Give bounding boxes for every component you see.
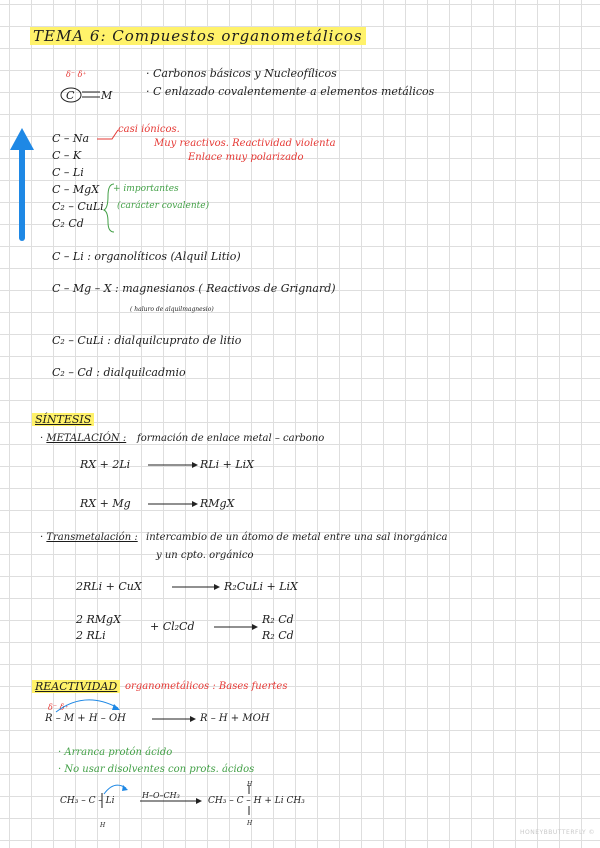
bullet-proton: · Arranca protón ácido	[58, 747, 173, 758]
eq1-right: RLi + LiX	[200, 458, 254, 471]
mech-arrow-head	[196, 798, 202, 804]
note-important: + importantes	[113, 184, 179, 194]
def-cadmium: C₂ – Cd : dialquilcadmio	[52, 366, 186, 379]
transmetalacion-label: · Transmetalación :	[40, 532, 138, 543]
eq1-left: RX + 2Li	[80, 458, 131, 471]
intro-bond-m: M	[101, 89, 113, 102]
bond-mgx: C – MgX	[52, 183, 100, 196]
title-text: TEMA 6: Compuestos organometálicos	[30, 27, 366, 45]
reactividad-eq-left: R – M + H – OH	[45, 713, 126, 724]
mech-right: CH₃ – C – H + Li CH₃	[208, 796, 305, 806]
reactividad-charges: δ⁻ δ⁺	[48, 703, 69, 712]
reactivity-arrow-head	[10, 128, 34, 150]
eq4-left-1: 2 RMgX	[76, 613, 121, 626]
reactividad-eq-right: R – H + MOH	[200, 713, 270, 724]
intro-charges: δ⁻ δ⁺	[66, 70, 87, 79]
eq4-right-2: R₂ Cd	[262, 629, 294, 642]
eq3-arrow-head	[214, 584, 220, 590]
note-ionic: casi iónicos.	[118, 124, 180, 135]
note-covalent: (carácter covalente)	[117, 201, 210, 211]
bond-k: C – K	[52, 149, 82, 162]
mech-left: CH₃ – C – Li	[60, 796, 115, 806]
def-cuprate: C₂ – CuLi : dialquilcuprato de litio	[52, 334, 242, 347]
intro-point-2: · C enlazado covalentemente a elementos metálicos	[146, 85, 435, 98]
eq4-arrow-head	[252, 624, 258, 630]
eq4-right-1: R₂ Cd	[262, 613, 294, 626]
eq3-right: R₂CuLi + LiX	[224, 580, 298, 593]
mech-curve-head	[122, 785, 128, 791]
eq2-left: RX + Mg	[80, 497, 131, 510]
transmetalacion-text: intercambio de un átomo de metal entre una sal inorgánica	[146, 532, 448, 543]
def-grignard: C – Mg – X : magnesianos ( Reactivos de Grignard)	[52, 282, 336, 295]
reactividad-arrow-head	[190, 716, 196, 722]
mechanism-curve-head	[112, 704, 120, 710]
sintesis-heading: SÍNTESIS	[32, 413, 94, 426]
mech-left-h-bottom: H	[100, 822, 106, 829]
reactividad-subtitle: organometálicos : Bases fuertes	[125, 681, 288, 692]
eq4-left-2: 2 RLi	[76, 629, 106, 642]
mechanism-curve	[56, 700, 118, 712]
intro-point-1: · Carbonos básicos y Nucleofílicos	[146, 67, 337, 80]
eq2-arrow-head	[192, 501, 198, 507]
bond-cd: C₂ Cd	[52, 217, 84, 230]
reactividad-heading: REACTIVIDAD	[32, 680, 120, 693]
metalacion-text: formación de enlace metal – carbono	[137, 433, 325, 444]
note-polarized: Enlace muy polarizado	[188, 152, 304, 163]
transmetalacion-text-2: y un cpto. orgánico	[156, 550, 254, 561]
metalacion-label: · METALACIÓN :	[40, 433, 127, 444]
intro-bond-c: C	[66, 89, 75, 102]
mech-right-h-top: H	[247, 781, 253, 788]
eq1-arrow-head	[192, 462, 198, 468]
def-organolithium: C – Li : organolíticos (Alquil Litio)	[52, 250, 241, 263]
note-reactive: Muy reactivos. Reactividad violenta	[154, 138, 336, 149]
bond-c-circle	[61, 88, 81, 102]
eq2-right: RMgX	[200, 497, 235, 510]
bond-li: C – Li	[52, 166, 84, 179]
bond-culi: C₂ – CuLi	[52, 200, 104, 213]
eq4-mid: + Cl₂Cd	[150, 620, 195, 633]
mech-reagent: H–O–CH₃	[142, 791, 180, 800]
watermark: HONEYBBUTTERFLY ©	[520, 829, 596, 836]
red-connector	[97, 130, 118, 139]
green-brace	[104, 184, 114, 232]
bond-na: C – Na	[52, 132, 90, 145]
eq3-left: 2RLi + CuX	[76, 580, 142, 593]
bullet-solvent: · No usar disolventes con prots. ácidos	[58, 764, 255, 775]
def-grignard-note: ( haluro de alquilmagnesio)	[130, 306, 214, 313]
mech-right-h-bottom: H	[247, 820, 253, 827]
